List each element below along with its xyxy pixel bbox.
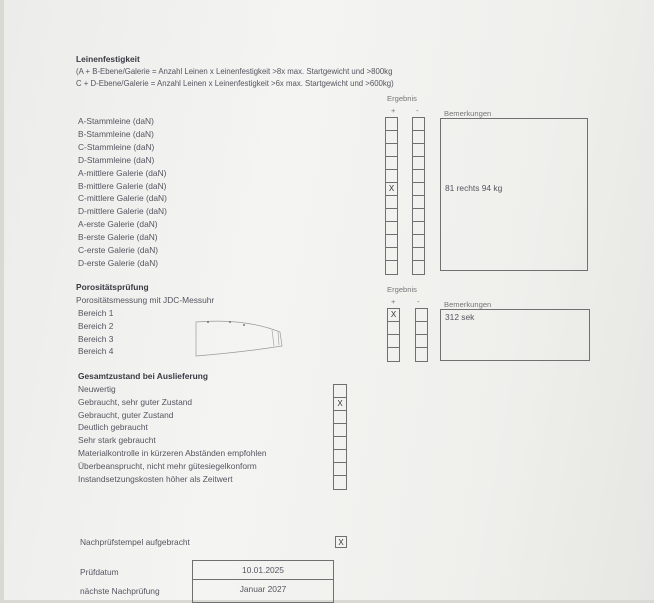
- line-strength-minus-cell: [413, 144, 424, 157]
- condition-cell: [334, 463, 346, 476]
- next-check-field: [192, 579, 334, 603]
- condition-row-label: Deutlich gebraucht: [78, 422, 148, 433]
- condition-cell: [334, 450, 346, 463]
- porosity-minus-cell: [416, 348, 427, 361]
- line-strength-plus-cell: [386, 157, 397, 170]
- porosity-result-header: Ergebnis: [387, 285, 417, 294]
- line-strength-minus-column: [412, 117, 425, 275]
- line-strength-minus-cell: [413, 209, 424, 222]
- line-strength-result-header: Ergebnis: [387, 94, 417, 103]
- condition-cell: [334, 411, 346, 424]
- line-strength-row-label: A-mittlere Galerie (daN): [78, 167, 167, 178]
- line-strength-plus-cell: [386, 235, 397, 248]
- condition-row-label: Gebraucht, guter Zustand: [78, 409, 174, 420]
- line-strength-minus-cell: [413, 235, 424, 248]
- condition-cell: [334, 385, 346, 398]
- line-strength-minus-cell: [413, 157, 424, 170]
- line-strength-remarks-text: 81 rechts 94 kg: [445, 183, 503, 193]
- condition-cell: [334, 437, 346, 450]
- line-strength-row-label: B-erste Galerie (daN): [78, 232, 158, 243]
- condition-row-label: Überbeansprucht, nicht mehr gütesiegelkonform: [78, 460, 257, 471]
- stamp-mark: X: [338, 538, 344, 547]
- porosity-title: Porositätsprüfung: [76, 282, 149, 292]
- line-strength-plus-cell: [386, 170, 397, 183]
- line-strength-plus-cell: [386, 118, 397, 131]
- next-check-value: Januar 2027: [239, 584, 287, 594]
- condition-cell: [334, 476, 346, 489]
- line-strength-row-label: B-mittlere Galerie (daN): [78, 180, 167, 191]
- next-check-label: nächste Nachprüfung: [80, 586, 160, 596]
- porosity-minus-column: [415, 308, 428, 362]
- porosity-plus-column: [387, 308, 400, 362]
- line-strength-row-label: D-Stammleine (daN): [78, 154, 155, 165]
- porosity-row-label: Bereich 1: [78, 308, 114, 318]
- line-strength-title: Leinenfestigkeit: [76, 54, 140, 64]
- line-strength-plus-cell: [386, 261, 397, 274]
- condition-row-label: Materialkontrolle in kürzeren Abständen empfohlen: [78, 448, 267, 458]
- line-strength-plus-cell: [386, 144, 397, 157]
- condition-row-label: Sehr stark gebraucht: [78, 435, 156, 446]
- line-strength-minus-cell: [413, 118, 424, 131]
- line-strength-plus-cell: [386, 196, 397, 209]
- porosity-subtitle: Porositätsmessung mit JDC-Messuhr: [76, 295, 215, 305]
- line-strength-row-label: A-erste Galerie (daN): [78, 219, 158, 230]
- line-strength-minus-cell: [413, 170, 424, 183]
- line-strength-plus-cell: [386, 209, 397, 222]
- line-strength-plus-cell: X: [386, 183, 397, 196]
- line-strength-plus-column: [385, 117, 398, 275]
- porosity-plus-header: +: [391, 297, 396, 306]
- line-strength-row-label: B-Stammleine (daN): [78, 128, 154, 139]
- wing-sketch: [194, 312, 290, 358]
- porosity-plus-cell: [388, 322, 399, 335]
- line-strength-row-label: D-mittlere Galerie (daN): [78, 206, 167, 217]
- porosity-remarks-box: [440, 309, 590, 361]
- line-strength-minus-header: -: [416, 106, 419, 115]
- stamp-label: Nachprüfstempel aufgebracht: [80, 537, 190, 547]
- line-strength-row-label: A-Stammleine (daN): [78, 116, 154, 126]
- porosity-minus-header: -: [417, 297, 420, 306]
- condition-cell: [334, 424, 346, 437]
- condition-row-label: Neuwertig: [78, 384, 116, 394]
- document-page: [4, 0, 654, 600]
- line-strength-row-label: C-erste Galerie (daN): [78, 245, 159, 255]
- line-strength-rule-2: C + D-Ebene/Galerie = Anzahl Leinen x Leinenfestigkeit >6x max. Startgewicht und >600kg): [76, 79, 394, 88]
- porosity-row-label: Bereich 2: [78, 320, 114, 331]
- line-strength-minus-cell: [413, 261, 424, 274]
- line-strength-row-label: C-mittlere Galerie (daN): [78, 193, 167, 204]
- line-strength-minus-cell: [413, 248, 424, 261]
- condition-row-label: Instandsetzungskosten höher als Zeitwert: [78, 473, 233, 484]
- line-strength-plus-cell: [386, 248, 397, 261]
- porosity-plus-cell: X: [388, 309, 399, 322]
- condition-title: Gesamtzustand bei Auslieferung: [78, 371, 208, 381]
- line-strength-remarks-header: Bemerkungen: [444, 109, 492, 118]
- porosity-minus-cell: [416, 335, 427, 348]
- porosity-minus-cell: [416, 309, 427, 322]
- porosity-row-label: Bereich 4: [78, 346, 114, 357]
- porosity-plus-cell: [388, 335, 399, 348]
- line-strength-rule-1: (A + B-Ebene/Galerie = Anzahl Leinen x Leinenfestigkeit >8x max. Startgewicht und >800kg: [76, 67, 393, 76]
- condition-cell: X: [334, 398, 346, 411]
- check-date-field: [192, 560, 334, 580]
- stamp-checkbox: [335, 536, 347, 548]
- line-strength-minus-cell: [413, 183, 424, 196]
- porosity-remarks-header: Bemerkungen: [444, 300, 492, 309]
- porosity-row-label: Bereich 3: [78, 333, 114, 344]
- check-date-label: Prüfdatum: [80, 567, 119, 577]
- condition-row-label: Gebraucht, sehr guter Zustand: [78, 396, 193, 407]
- line-strength-plus-cell: [386, 131, 397, 144]
- check-date-value: 10.01.2025: [242, 565, 284, 575]
- line-strength-plus-header: +: [391, 106, 396, 115]
- porosity-plus-cell: [388, 348, 399, 361]
- porosity-minus-cell: [416, 322, 427, 335]
- line-strength-row-label: D-erste Galerie (daN): [78, 257, 159, 268]
- line-strength-minus-cell: [413, 222, 424, 235]
- line-strength-remarks-box: [440, 118, 588, 271]
- condition-box-column: [333, 384, 347, 490]
- line-strength-row-label: C-Stammleine (daN): [78, 141, 155, 152]
- line-strength-minus-cell: [413, 196, 424, 209]
- porosity-remarks-text: 312 sek: [445, 312, 475, 322]
- line-strength-minus-cell: [413, 131, 424, 144]
- line-strength-plus-cell: [386, 222, 397, 235]
